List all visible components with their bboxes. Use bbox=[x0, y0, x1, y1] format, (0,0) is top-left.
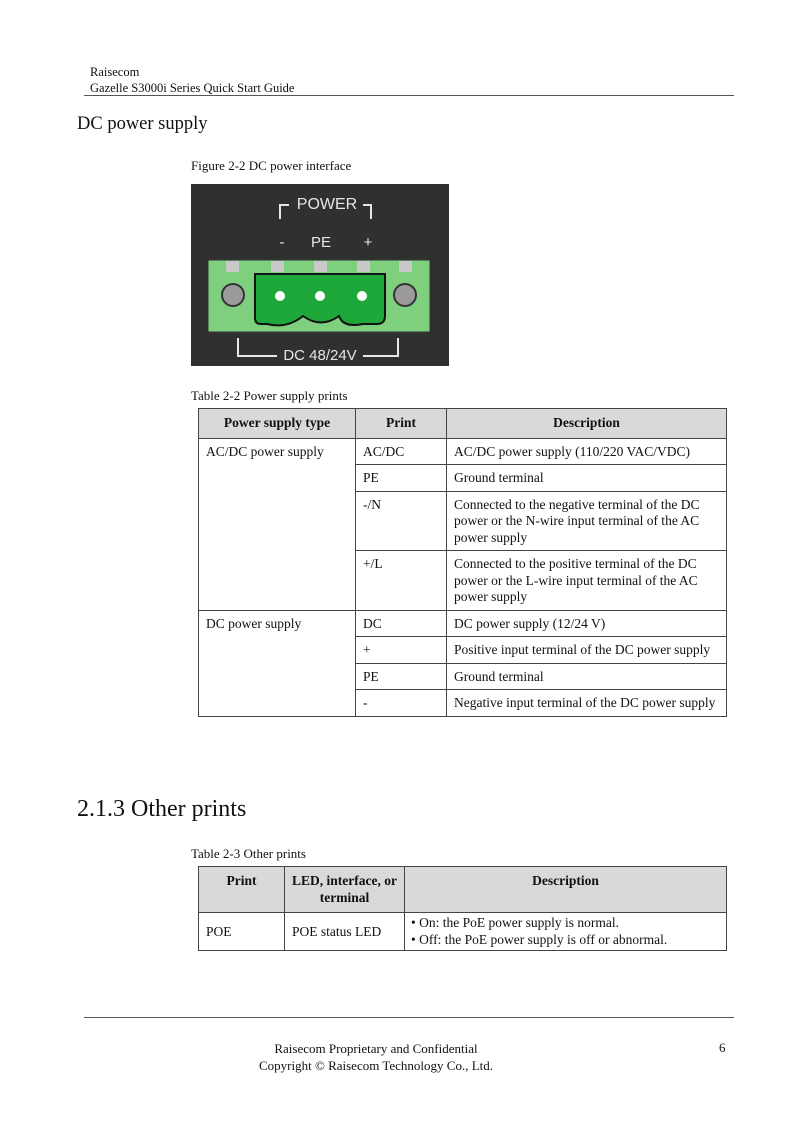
bullet-text: Off: the PoE power supply is off or abnormal. bbox=[419, 931, 668, 947]
print-cell: -/N bbox=[356, 491, 447, 551]
pin-minus-label: - bbox=[279, 234, 285, 251]
running-header bbox=[90, 64, 294, 96]
power-supply-prints-table bbox=[198, 408, 727, 717]
description-cell: Connected to the positive terminal of the DC power or the L-wire input terminal of the AC power supply bbox=[447, 551, 727, 611]
col-header-led: LED, interface, or terminal bbox=[285, 867, 405, 913]
mounting-screw-right bbox=[394, 284, 416, 306]
connector-tab bbox=[357, 261, 370, 272]
description-cell: Ground terminal bbox=[447, 465, 727, 492]
connector-tab bbox=[399, 261, 412, 272]
col-header-print: Print bbox=[199, 867, 285, 913]
footer-copyright: Copyright © Raisecom Technology Co., Ltd. bbox=[258, 1058, 494, 1073]
header-rule bbox=[84, 95, 734, 96]
table-row bbox=[199, 610, 727, 637]
bullet-text: On: the PoE power supply is normal. bbox=[419, 915, 619, 930]
table-2-3-caption: Table 2-3 Other prints bbox=[191, 846, 306, 861]
description-cell: Positive input terminal of the DC power supply bbox=[447, 637, 727, 664]
footer-proprietary: Raisecom Proprietary and Confidential bbox=[274, 1041, 478, 1056]
col-header-description: Description bbox=[447, 409, 727, 439]
section-heading-dc-power: DC power supply bbox=[77, 114, 208, 134]
print-cell: + bbox=[356, 637, 447, 664]
bullet-item: • On: the PoE power supply is normal. bbox=[411, 915, 619, 930]
description-cell: AC/DC power supply (110/220 VAC/VDC) bbox=[447, 438, 727, 465]
power-connector-drawing bbox=[191, 184, 449, 366]
connector-tab bbox=[271, 261, 284, 272]
header-company: Raisecom bbox=[90, 65, 140, 79]
power-label: POWER bbox=[296, 196, 358, 213]
other-prints-table bbox=[198, 866, 727, 951]
pin-plus-label: + bbox=[363, 234, 373, 251]
print-cell: PE bbox=[356, 663, 447, 690]
print-cell: POE bbox=[199, 913, 285, 951]
section-heading-other-prints: 2.1.3 Other prints bbox=[77, 796, 247, 822]
type-cell: AC/DC power supply bbox=[199, 438, 356, 610]
col-header-print: Print bbox=[356, 409, 447, 439]
print-cell: AC/DC bbox=[356, 438, 447, 465]
print-cell: - bbox=[356, 690, 447, 717]
pin-minus-hole bbox=[275, 291, 285, 301]
print-cell: +/L bbox=[356, 551, 447, 611]
footer bbox=[200, 1040, 552, 1074]
footer-rule bbox=[84, 1017, 734, 1018]
header-doc-title: Gazelle S3000i Series Quick Start Guide bbox=[90, 81, 295, 95]
print-cell: DC bbox=[356, 610, 447, 637]
description-cell: Negative input terminal of the DC power supply bbox=[447, 690, 727, 717]
figure-caption: Figure 2-2 DC power interface bbox=[191, 158, 352, 173]
table-row bbox=[199, 438, 727, 465]
col-header-description: Description bbox=[405, 867, 727, 913]
mounting-screw-left bbox=[222, 284, 244, 306]
table-row bbox=[199, 913, 727, 951]
led-cell: POE status LED bbox=[285, 913, 405, 951]
dc-voltage-label: DC 48/24V bbox=[283, 347, 357, 364]
dc-power-interface-figure bbox=[191, 184, 449, 366]
page-number: 6 bbox=[719, 1040, 726, 1055]
table-header-row bbox=[199, 867, 727, 913]
description-cell bbox=[405, 913, 727, 951]
table-2-2-caption: Table 2-2 Power supply prints bbox=[191, 388, 348, 403]
connector-tab bbox=[226, 261, 239, 272]
bullet-item: • Off: the PoE power supply is off or abnormal. bbox=[411, 931, 668, 947]
pin-pe-label: PE bbox=[310, 234, 332, 251]
pin-plus-hole bbox=[357, 291, 367, 301]
description-cell: Ground terminal bbox=[447, 663, 727, 690]
type-cell: DC power supply bbox=[199, 610, 356, 716]
description-cell: DC power supply (12/24 V) bbox=[447, 610, 727, 637]
pin-pe-hole bbox=[315, 291, 325, 301]
description-cell: Connected to the negative terminal of the DC power or the N-wire input terminal of the AC power supply bbox=[447, 491, 727, 551]
print-cell: PE bbox=[356, 465, 447, 492]
table-header-row bbox=[199, 409, 727, 439]
col-header-type: Power supply type bbox=[199, 409, 356, 439]
connector-tab bbox=[314, 261, 327, 272]
